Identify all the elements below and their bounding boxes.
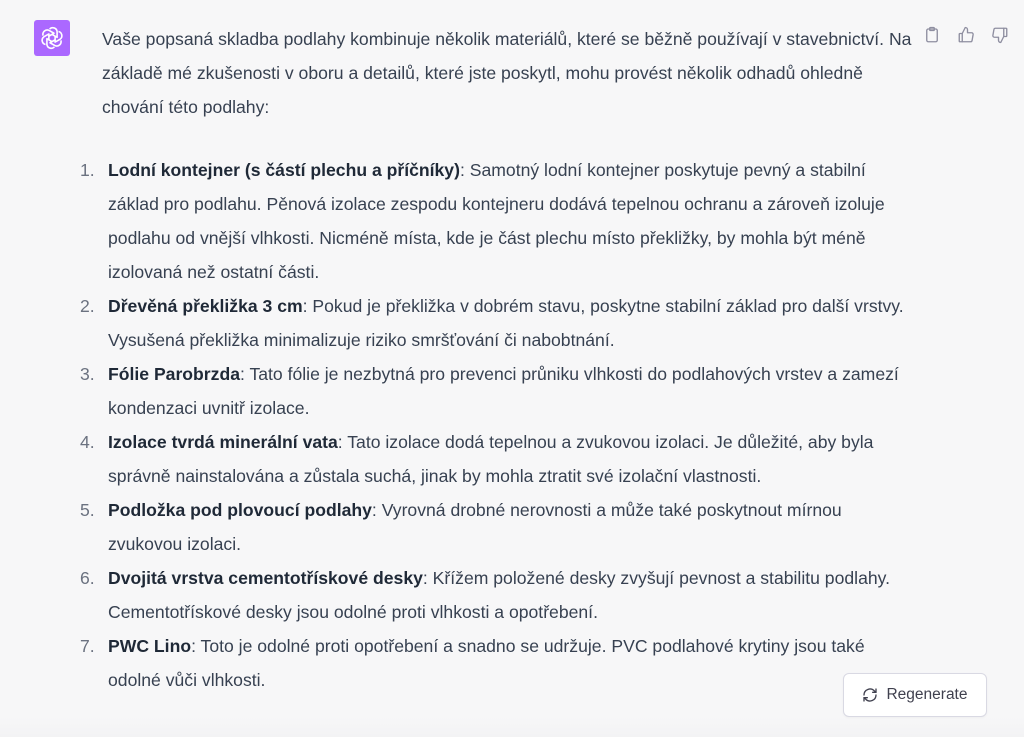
list-text: : Tato fólie je nezbytná pro prevenci průniku vlhkosti do podlahových vrstev a zamezí kondenzaci uvnitř izolace. [108,364,899,418]
list-term: Lodní kontejner (s částí plechu a příčníky) [108,160,460,180]
thumbs-down-icon [991,26,1009,44]
list-number: 1. [80,160,95,180]
numbered-list [80,153,912,697]
message-actions [922,24,1010,46]
list-number: 4. [80,432,95,452]
refresh-icon [862,687,878,703]
list-term: Fólie Parobrzda [108,364,240,384]
list-term: Podložka pod plovoucí podlahy [108,500,372,520]
list-number: 5. [80,500,95,520]
thumbs-up-icon [957,26,975,44]
thumbs-up-button[interactable] [956,24,976,46]
list-number: 6. [80,568,95,588]
bottom-fade [0,717,1024,737]
list-term: Dvojitá vrstva cementotřískové desky [108,568,423,588]
list-item [80,289,912,357]
list-item [80,425,912,493]
list-term: Izolace tvrdá minerální vata [108,432,338,452]
list-text: : Toto je odolné proti opotřebení a snadno se udržuje. PVC podlahové krytiny jsou také odolné vůči vlhkosti. [108,636,865,690]
intro-paragraph: Vaše popsaná skladba podlahy kombinuje několik materiálů, které se běžně používají v stavebnictví. Na základě mé zkušenosti v oboru a detailů, které jste poskytl, mohu provést několik odhadů ohledně chování této podlahy: [102,29,912,117]
list-term: Dřevěná překližka 3 cm [108,296,303,316]
list-text: : Tato izolace dodá tepelnou a zvukovou izolaci. Je důležité, aby byla správně nainstalována a zůstala suchá, jinak by mohla ztratit své izolační vlastnosti. [108,432,874,486]
list-text: : Samotný lodní kontejner poskytuje pevný a stabilní základ pro podlahu. Pěnová izolace zespodu kontejneru dodává tepelnou ochranu a zároveň izoluje podlahu od vnější vlhkosti. Nicméně místa, kde je část plechu místo překližky, by mohla být méně izolovaná než ostatní části. [108,160,885,282]
list-item [80,153,912,289]
assistant-avatar [34,20,70,56]
openai-logo-icon [39,25,65,51]
list-item [80,493,912,561]
thumbs-down-button[interactable] [990,24,1010,46]
list-text: : Křížem položené desky zvyšují pevnost a stabilitu podlahy. Cementotřískové desky jsou odolné proti vlhkosti a opotřebení. [108,568,891,622]
list-item [80,561,912,629]
copy-button[interactable] [922,24,942,46]
list-text: : Pokud je překližka v dobrém stavu, poskytne stabilní základ pro další vrstvy. Vysušená překližka minimalizuje riziko smršťování či nabobtnání. [108,296,904,350]
list-number: 7. [80,636,95,656]
list-text: : Vyrovná drobné nerovnosti a může také poskytnout mírnou zvukovou izolaci. [108,500,842,554]
regenerate-label: Regenerate [886,686,968,703]
clipboard-icon [923,26,941,44]
list-number: 2. [80,296,95,316]
regenerate-button[interactable] [843,673,987,717]
list-item [80,357,912,425]
message-content [80,22,912,697]
list-number: 3. [80,364,95,384]
list-term: PWC Lino [108,636,192,656]
list-item [80,629,912,697]
